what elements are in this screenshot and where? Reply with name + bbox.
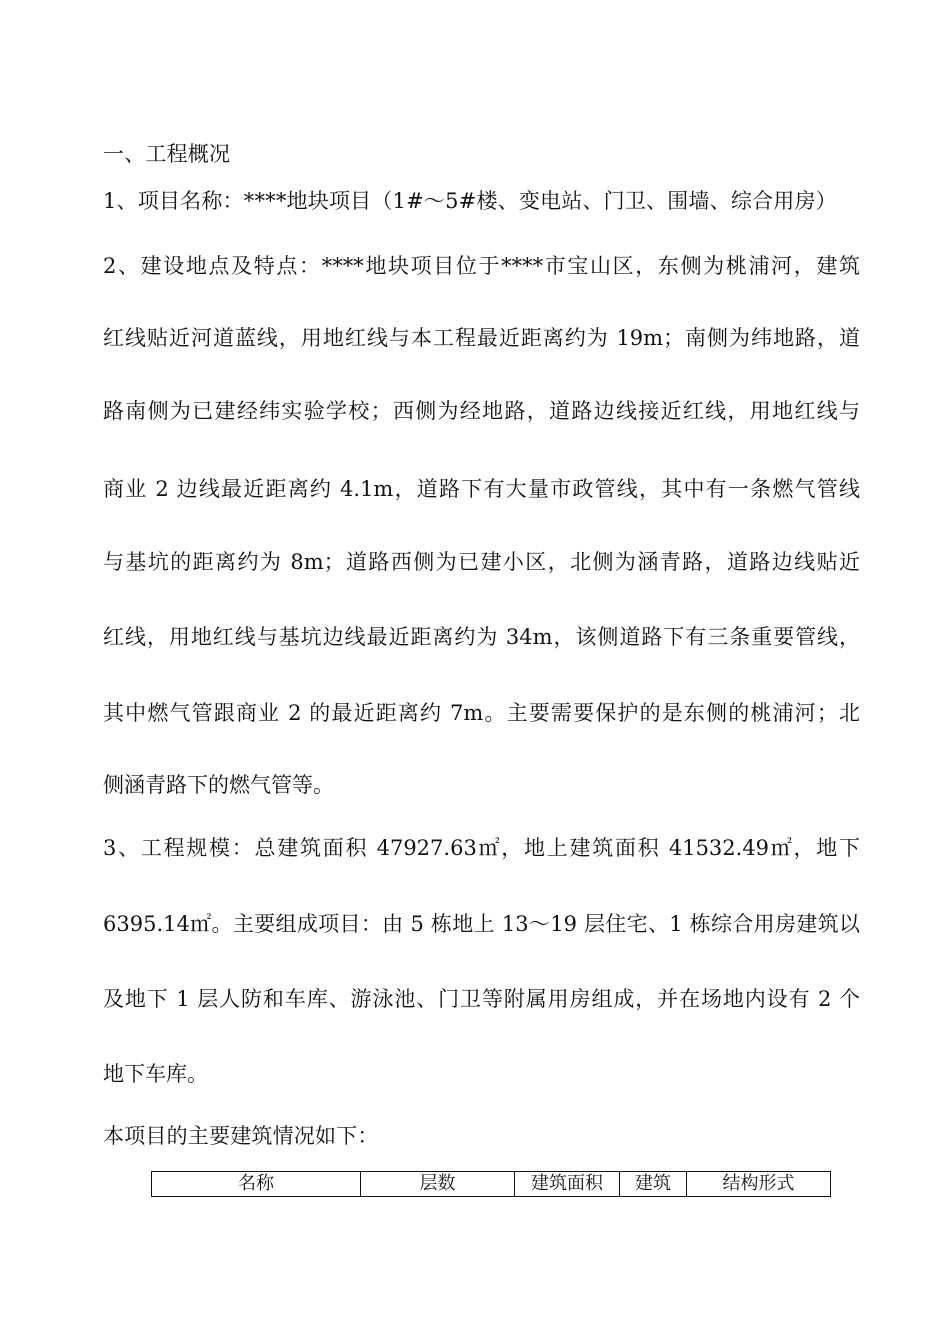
paragraph-line: 2、建设地点及特点：****地块项目位于****市宝山区，东侧为桃浦河，建筑 — [103, 254, 860, 278]
paragraph-line: 其中燃气管跟商业 2 的最近距离约 7m。主要需要保护的是东侧的桃浦河；北 — [103, 701, 860, 725]
table-header-area: 建筑面积 — [515, 1172, 620, 1197]
table-header-structure: 结构形式 — [687, 1172, 831, 1197]
paragraph-line: 侧涵青路下的燃气管等。 — [103, 773, 334, 797]
paragraph-line: 红线，用地红线与基坑边线最近距离约为 34m，该侧道路下有三条重要管线， — [103, 625, 860, 649]
table-header-name: 名称 — [152, 1172, 361, 1197]
table-intro: 本项目的主要建筑情况如下： — [103, 1124, 379, 1148]
paragraph-line: 与基坑的距离约为 8m；道路西侧为已建小区，北侧为涵青路，道路边线贴近 — [103, 550, 860, 574]
paragraph-line: 6395.14㎡。主要组成项目：由 5 栋地上 13～19 层住宅、1 栋综合用房建筑以 — [103, 912, 860, 936]
item-project-name: 1、项目名称：****地块项目（1#～5#楼、变电站、门卫、围墙、综合用房） — [103, 189, 837, 213]
paragraph-line: 3、工程规模：总建筑面积 47927.63㎡，地上建筑面积 41532.49㎡，地下 — [103, 836, 860, 860]
table-header-row — [152, 1172, 831, 1197]
paragraph-line: 地下车库。 — [103, 1062, 208, 1086]
paragraph-line: 红线贴近河道蓝线，用地红线与本工程最近距离约为 19m；南侧为纬地路，道 — [103, 326, 860, 350]
table-header-floors: 层数 — [361, 1172, 515, 1197]
table-header-building: 建筑 — [620, 1172, 687, 1197]
paragraph-line: 商业 2 边线最近距离约 4.1m，道路下有大量市政管线，其中有一条燃气管线 — [103, 477, 860, 501]
section-heading: 一、工程概况 — [103, 142, 231, 166]
paragraph-line: 及地下 1 层人防和车库、游泳池、门卫等附属用房组成，并在场地内设有 2 个 — [103, 987, 860, 1011]
building-table — [151, 1171, 831, 1197]
paragraph-line: 路南侧为已建经纬实验学校；西侧为经地路，道路边线接近红线，用地红线与 — [103, 399, 860, 423]
